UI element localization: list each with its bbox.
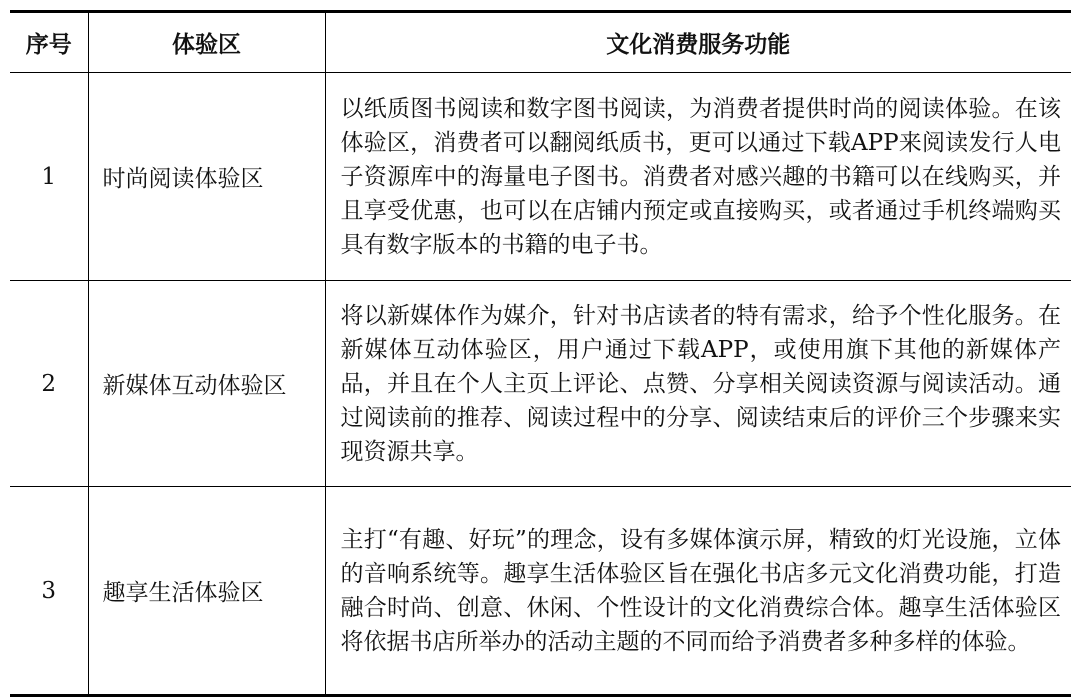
row-function: 将以新媒体作为媒介，针对书店读者的特有需求，给予个性化服务。在新媒体互动体验区，用户通过下载APP，或使用旗下其他的新媒体产品，并且在个人主页上评论、点赞、分享相关阅读资源与阅读活动。通过阅读前的推荐、阅读过程中的分享、阅读结束后的评价三个步骤来实现资源共享。 bbox=[325, 281, 1071, 487]
table-row bbox=[10, 487, 1071, 696]
header-function: 文化消费服务功能 bbox=[325, 12, 1071, 73]
row-function: 以纸质图书阅读和数字图书阅读，为消费者提供时尚的阅读体验。在该体验区，消费者可以翻阅纸质书，更可以通过下载APP来阅读发行人电子资源库中的海量电子图书。消费者对感兴趣的书籍可以在线购买，并且享受优惠，也可以在店铺内预定或直接购买，或者通过手机终端购买具有数字版本的书籍的电子书。 bbox=[325, 73, 1071, 281]
experience-zone-table bbox=[10, 10, 1071, 697]
row-zone: 新媒体互动体验区 bbox=[88, 281, 325, 487]
table-row bbox=[10, 73, 1071, 281]
row-index: 1 bbox=[10, 73, 88, 281]
row-zone: 时尚阅读体验区 bbox=[88, 73, 325, 281]
header-index: 序号 bbox=[10, 12, 88, 73]
row-index: 2 bbox=[10, 281, 88, 487]
row-index: 3 bbox=[10, 487, 88, 696]
header-zone: 体验区 bbox=[88, 12, 325, 73]
table-header-row bbox=[10, 12, 1071, 73]
table-row bbox=[10, 281, 1071, 487]
row-function: 主打“有趣、好玩”的理念，设有多媒体演示屏，精致的灯光设施，立体的音响系统等。趣享生活体验区旨在强化书店多元文化消费功能，打造融合时尚、创意、休闲、个性设计的文化消费综合体。趣享生活体验区将依据书店所举办的活动主题的不同而给予消费者多种多样的体验。 bbox=[325, 487, 1071, 696]
row-zone: 趣享生活体验区 bbox=[88, 487, 325, 696]
